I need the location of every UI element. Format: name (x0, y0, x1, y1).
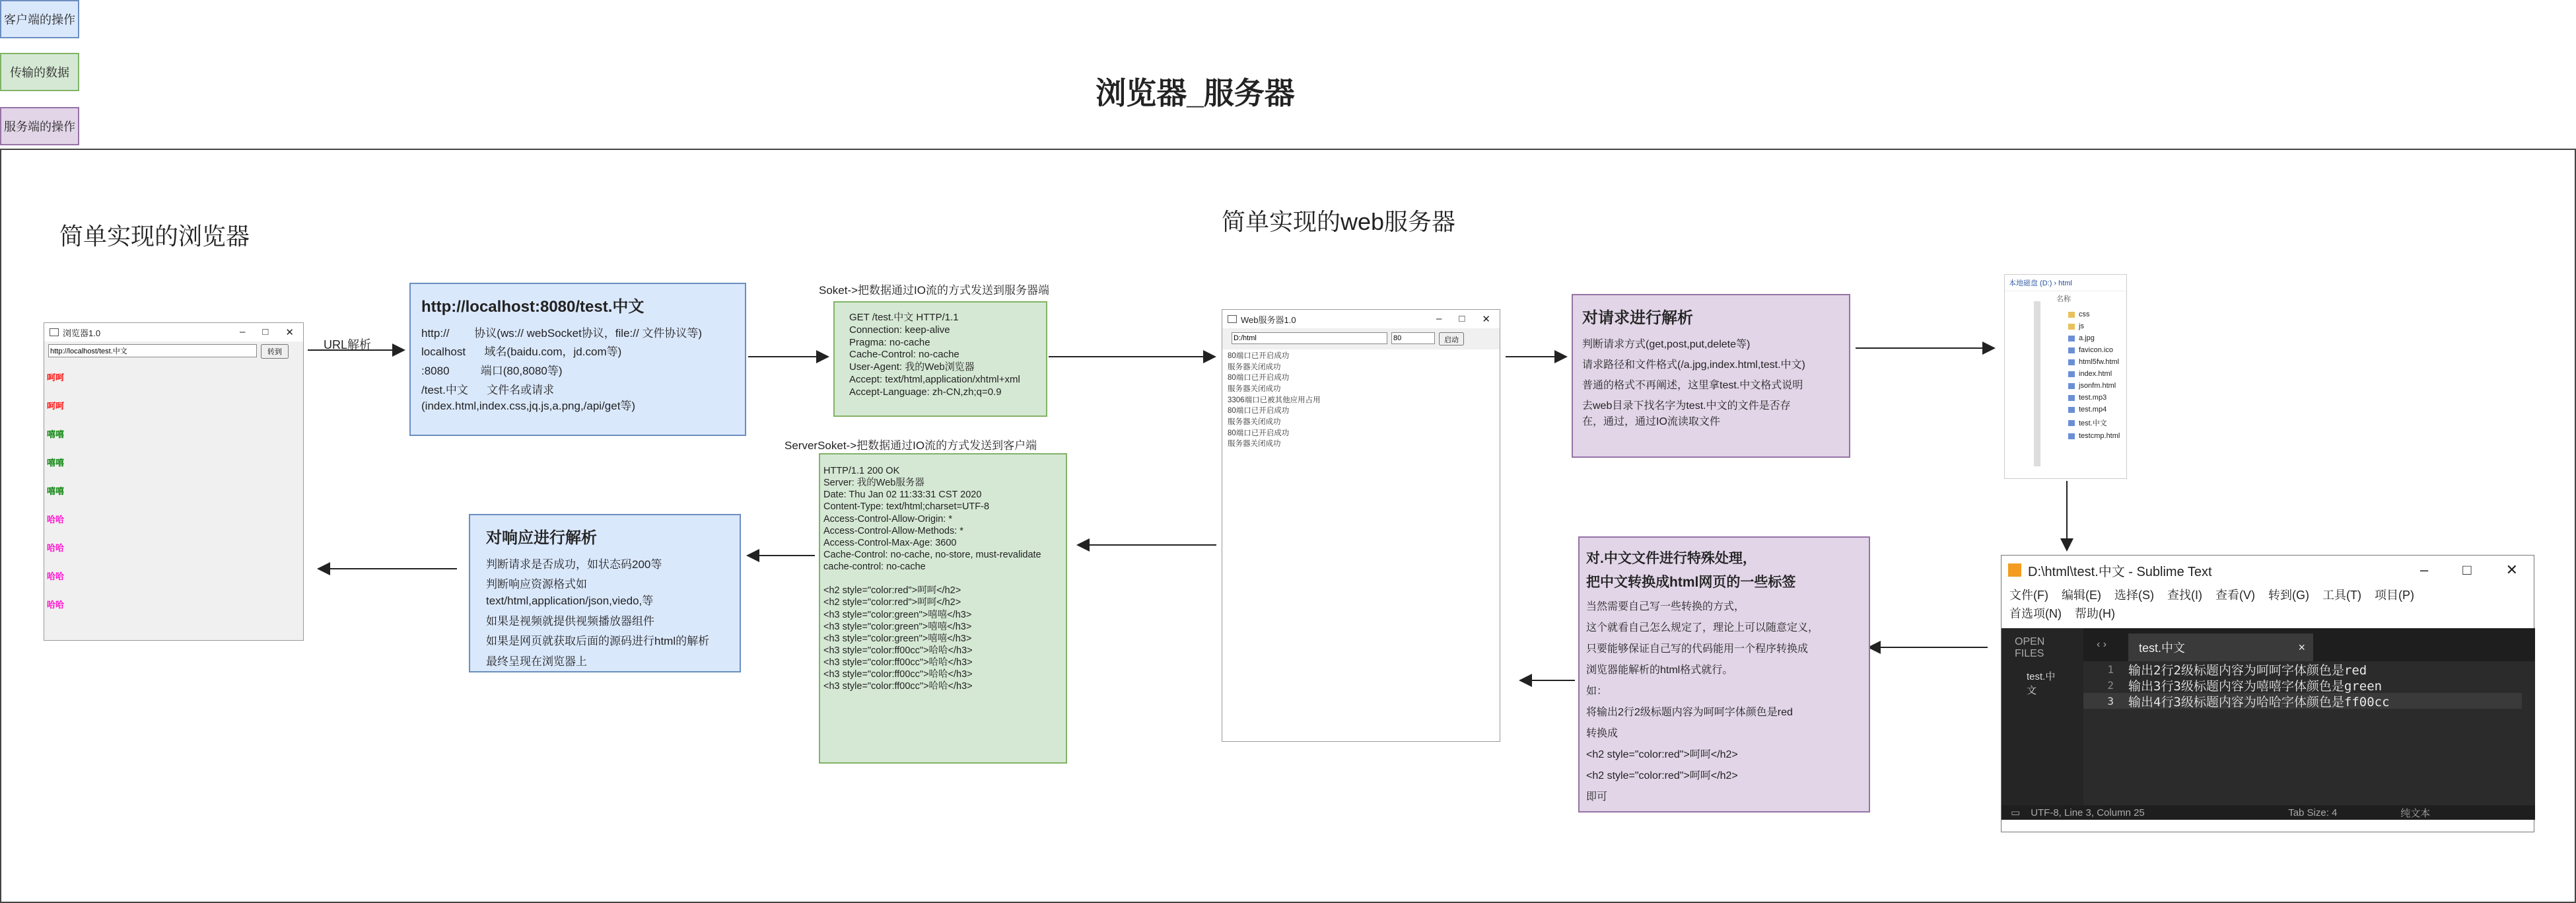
file-item[interactable] (2068, 358, 2126, 366)
minimize-icon[interactable]: – (2420, 561, 2429, 578)
request-parse-line: 判断请求方式(get,post,put,delete等) (1582, 338, 1751, 350)
file-icon (2068, 395, 2075, 401)
file-name: test.mp4 (2079, 406, 2107, 414)
page-title: 浏览器_服务器 (1096, 76, 1295, 110)
sublime-logo-icon (2008, 563, 2021, 577)
special-line: 将输出2行2级标题内容为呵呵字体颜色是red (1586, 707, 1793, 718)
sidebar-file-item[interactable]: test.中文 (2027, 671, 2056, 696)
response-parse-line: 判断响应资源格式如 text/html,application/json,viedo,等 (486, 578, 654, 608)
menu-item[interactable]: 查找(I) (2167, 589, 2202, 602)
file-icon (2068, 383, 2075, 389)
server-log-line: 80端口已开启成功 (1228, 429, 1290, 437)
browser-output-line: 嘻嘻 (47, 458, 65, 468)
special-line: 即可 (1586, 791, 1608, 803)
menu-item[interactable]: 文件(F) (2009, 589, 2048, 602)
file-item[interactable] (2068, 382, 2126, 390)
status-syntax[interactable]: 纯文本 (2400, 807, 2431, 819)
request-parse-line: 普通的格式不再阐述，这里拿test.中文格式说明 (1582, 380, 1803, 392)
browser-output-line: 呵呵 (47, 401, 65, 411)
file-item[interactable] (2068, 322, 2126, 330)
server-port-input[interactable] (1391, 332, 1435, 344)
menu-item[interactable]: 查看(V) (2215, 589, 2255, 602)
response-parse-line: 判断请求是否成功，如状态码200等 (486, 558, 662, 571)
legend-data-label: 传输的数据 (10, 66, 69, 79)
breadcrumb-html[interactable]: html (2058, 279, 2072, 287)
tab-close-icon[interactable]: × (2298, 640, 2305, 654)
line-number: 3 (2107, 694, 2114, 707)
url-parse-label: URL解析 (324, 338, 372, 351)
response-parse-line: 最终呈现在浏览器上 (486, 655, 587, 668)
response-parse-line: 如果是视频就提供视频播放器组件 (486, 614, 654, 628)
file-item[interactable] (2068, 346, 2126, 354)
server-socket-label: ServerSoket->把数据通过IO流的方式发送到客户端 (784, 439, 1037, 452)
server-window (1222, 309, 1500, 742)
browser-section-title: 简单实现的浏览器 (59, 223, 250, 250)
special-line: <h2 style="color:red">呵呵</h2> (1586, 749, 1738, 760)
url-box (409, 283, 746, 436)
nav-arrows[interactable]: ‹ › (2083, 628, 2535, 661)
menu-item[interactable]: 项目(P) (2374, 589, 2414, 602)
menu-item[interactable]: 转到(G) (2268, 589, 2309, 602)
file-icon (2068, 407, 2075, 413)
file-item[interactable] (2068, 394, 2126, 402)
file-name: test.中文 (2079, 419, 2107, 427)
file-explorer (2004, 274, 2127, 479)
server-log-line: 服务器关闭成功 (1228, 440, 1281, 449)
code-line (2083, 677, 2522, 693)
browser-output-line: 呵呵 (47, 373, 65, 382)
url-part-line: http:// 协议(ws:// webSocket协议，file:// 文件协议等) (421, 326, 703, 340)
go-button[interactable]: 转到 (261, 344, 289, 359)
file-icon (2068, 347, 2075, 353)
file-name: a.jpg (2079, 334, 2095, 342)
special-process-box (1578, 536, 1870, 813)
code-text: 输出2行2级标题内容为呵呵字体颜色是red (2128, 663, 2367, 678)
file-item[interactable] (2068, 432, 2126, 440)
line-number: 2 (2107, 678, 2114, 692)
special-line: 当然需要自己写一些转换的方式， (1586, 601, 1745, 612)
panel-toggle-icon[interactable]: ▭ (2011, 807, 2021, 818)
status-tab-size[interactable]: Tab Size: 4 (2288, 807, 2338, 818)
sublime-title: D:\html\test.中文 - Sublime Text (2028, 564, 2212, 579)
code-line (2083, 693, 2522, 709)
special-line: 如： (1586, 686, 1608, 697)
server-path-input[interactable] (1232, 332, 1387, 344)
server-section-title: 简单实现的web服务器 (1222, 208, 1456, 235)
file-name: favicon.ico (2079, 346, 2113, 354)
code-text: 输出4行3级标题内容为哈哈字体颜色是ff00cc (2128, 694, 2390, 709)
file-item[interactable] (2068, 334, 2126, 342)
url-part-line: /test.中文 文件名或请求 (index.html,index.css,jq.js,a.png,/api/get等) (421, 383, 636, 413)
legend-server-ops-label: 服务端的操作 (4, 120, 75, 133)
server-log-line: 3306端口已被其他应用占用 (1228, 396, 1321, 404)
file-item[interactable] (2068, 370, 2126, 378)
request-data-box: GET /test.中文 HTTP/1.1 Connection: keep-alive Pragma: no-cache Cache-Control: no-cache User-Agent: 我的Web浏览器 Accept: text/html,application/xhtml+xml Accept-Language: zh-CN,zh;q=0.9 (833, 301, 1047, 417)
close-icon[interactable]: ✕ (2505, 561, 2518, 578)
status-position: UTF-8, Line 3, Column 25 (2031, 807, 2145, 818)
maximize-icon[interactable]: □ (262, 326, 269, 338)
explorer-scrollbar[interactable] (2034, 301, 2040, 466)
browser-window (44, 322, 304, 641)
minimize-icon[interactable]: – (1436, 313, 1442, 324)
special-line: 浏览器能解析的html格式就行。 (1586, 665, 1733, 676)
socket-send-label: Soket->把数据通过IO流的方式发送到服务器端 (819, 284, 1050, 297)
browser-output-line: 嘻嘻 (47, 486, 65, 496)
menu-item[interactable]: 工具(T) (2322, 589, 2361, 602)
response-parse-title: 对响应进行解析 (486, 529, 597, 547)
open-files-label: OPEN FILES (2015, 636, 2045, 659)
server-title: Web服务器1.0 (1241, 314, 1296, 325)
browser-output-line: 嘻嘻 (47, 429, 65, 439)
special-line: <h2 style="color:red">呵呵</h2> (1586, 770, 1738, 781)
sublime-menubar (2002, 585, 2466, 623)
browser-output-line: 哈哈 (47, 515, 65, 524)
minimize-icon[interactable]: – (240, 326, 246, 338)
file-icon (2068, 336, 2075, 342)
server-log-line: 服务器关闭成功 (1228, 385, 1281, 394)
file-icon (2068, 420, 2075, 426)
sublime-editor-area (2002, 628, 2535, 820)
special-line: 这个就看自己怎么规定了，理论上可以随意定义， (1586, 622, 1819, 633)
response-parse-line: 如果是网页就获取后面的源码进行html的解析 (486, 635, 710, 648)
window-icon (1228, 315, 1237, 323)
folder-icon (2068, 324, 2075, 330)
url-part-line: :8080 端口(80,8080等) (421, 365, 563, 378)
file-icon (2068, 433, 2075, 439)
close-icon[interactable]: ✕ (1482, 314, 1490, 325)
server-log (1222, 349, 1500, 451)
maximize-icon[interactable]: □ (1459, 313, 1465, 324)
server-titlebar (1222, 310, 1500, 328)
menu-item[interactable]: 首选项(N) (2009, 607, 2062, 620)
code-line (2083, 661, 2522, 677)
url-box-title: http://localhost:8080/test.中文 (421, 298, 644, 316)
close-icon[interactable]: ✕ (285, 327, 294, 338)
server-log-line: 80端口已开启成功 (1228, 407, 1290, 415)
file-icon (2068, 359, 2075, 365)
special-title-2: 把中文转换成html网页的一些标签 (1586, 574, 1796, 590)
file-name: css (2079, 310, 2090, 318)
server-log-line: 服务器关闭成功 (1228, 363, 1281, 371)
special-line: 只要能够保证自己写的代码能用一个程序转换成 (1586, 643, 1809, 655)
file-item[interactable] (2068, 406, 2126, 414)
file-name: jsonfm.html (2079, 382, 2116, 390)
menu-item[interactable]: 选择(S) (2114, 589, 2154, 602)
server-log-line: 服务器关闭成功 (1228, 418, 1281, 427)
status-bar (2002, 805, 2535, 820)
request-parse-box (1572, 294, 1850, 458)
file-name: test.mp3 (2079, 394, 2107, 402)
code-area[interactable] (2083, 661, 2522, 807)
url-part-line: localhost 域名(baidu.com，jd.com等) (421, 345, 622, 359)
browser-titlebar (44, 323, 303, 342)
file-name: index.html (2079, 370, 2112, 378)
browser-url-input[interactable] (48, 344, 257, 357)
file-name: html5fw.html (2079, 358, 2120, 366)
special-title-1: 对.中文文件进行特殊处理， (1586, 551, 1757, 566)
response-data-box: HTTP/1.1 200 OK Server: 我的Web服务器 Date: Thu Jan 02 11:33:31 CST 2020 Content-Type: text/html;charset=UTF-8 Access-Control-Allow-Origin: * Access-Control-Allow-Methods: * Access-Control-Max-Age: 3600 Cache-Control: no-cache, no-store, must-revalidate cache-control: no-cache <h2 style="color:red">呵呵</h2> <h2 style="color:red">呵呵</h2> <h3 style="color:green">嘻嘻</h3> <h3 style="color:green">嘻嘻</h3> <h3 style="color:green">嘻嘻</h3> <h3 style="color:ff00cc">哈哈</h3> <h3 style="color:ff00cc">哈哈</h3> <h3 style="color:ff00cc">哈哈</h3> <h3 style="color:ff00cc">哈哈</h3> (819, 453, 1067, 764)
browser-output-line: 哈哈 (47, 600, 65, 610)
start-button[interactable]: 启动 (1439, 332, 1464, 345)
browser-output-line: 哈哈 (47, 543, 65, 553)
tab-test[interactable] (2128, 633, 2313, 661)
file-item[interactable] (2068, 417, 2126, 428)
folder-icon (2068, 312, 2075, 318)
server-log-line: 80端口已开启成功 (1228, 352, 1290, 360)
request-parse-line: 请求路径和文件格式(/a.jpg,index.html,test.中文) (1582, 359, 1805, 371)
browser-title: 浏览器1.0 (63, 328, 101, 338)
menu-item[interactable]: 帮助(H) (2075, 607, 2115, 620)
code-text: 输出3行3级标题内容为嘻嘻字体颜色是green (2128, 678, 2383, 694)
legend-client-ops-label: 客户端的操作 (4, 13, 75, 26)
file-icon (2068, 371, 2075, 377)
menu-item[interactable]: 编辑(E) (2061, 589, 2101, 602)
browser-output-line: 哈哈 (47, 571, 65, 581)
sublime-window (2001, 555, 2534, 832)
response-parse-box (469, 514, 741, 672)
file-name: testcmp.html (2079, 432, 2120, 440)
line-number: 1 (2107, 663, 2114, 676)
special-line: 转换成 (1586, 728, 1619, 739)
explorer-breadcrumb: 本地磁盘 (D:) › html (2005, 275, 2126, 291)
explorer-name-header: 名称 (2056, 295, 2071, 303)
tab-label: test.中文 (2139, 641, 2186, 655)
maximize-icon[interactable]: □ (2462, 561, 2472, 578)
request-parse-title: 对请求进行解析 (1582, 309, 1693, 327)
sublime-titlebar (2002, 556, 2534, 585)
file-name: js (2079, 322, 2084, 330)
browser-output (44, 361, 303, 635)
breadcrumb-drive[interactable]: 本地磁盘 (D:) (2009, 279, 2052, 287)
server-log-line: 80端口已开启成功 (1228, 374, 1290, 382)
file-item[interactable] (2068, 310, 2126, 318)
window-icon (50, 328, 59, 336)
request-parse-line: 去web目录下找名字为test.中文的文件是否存 在，通过，通过IO流读取文件 (1582, 400, 1791, 427)
